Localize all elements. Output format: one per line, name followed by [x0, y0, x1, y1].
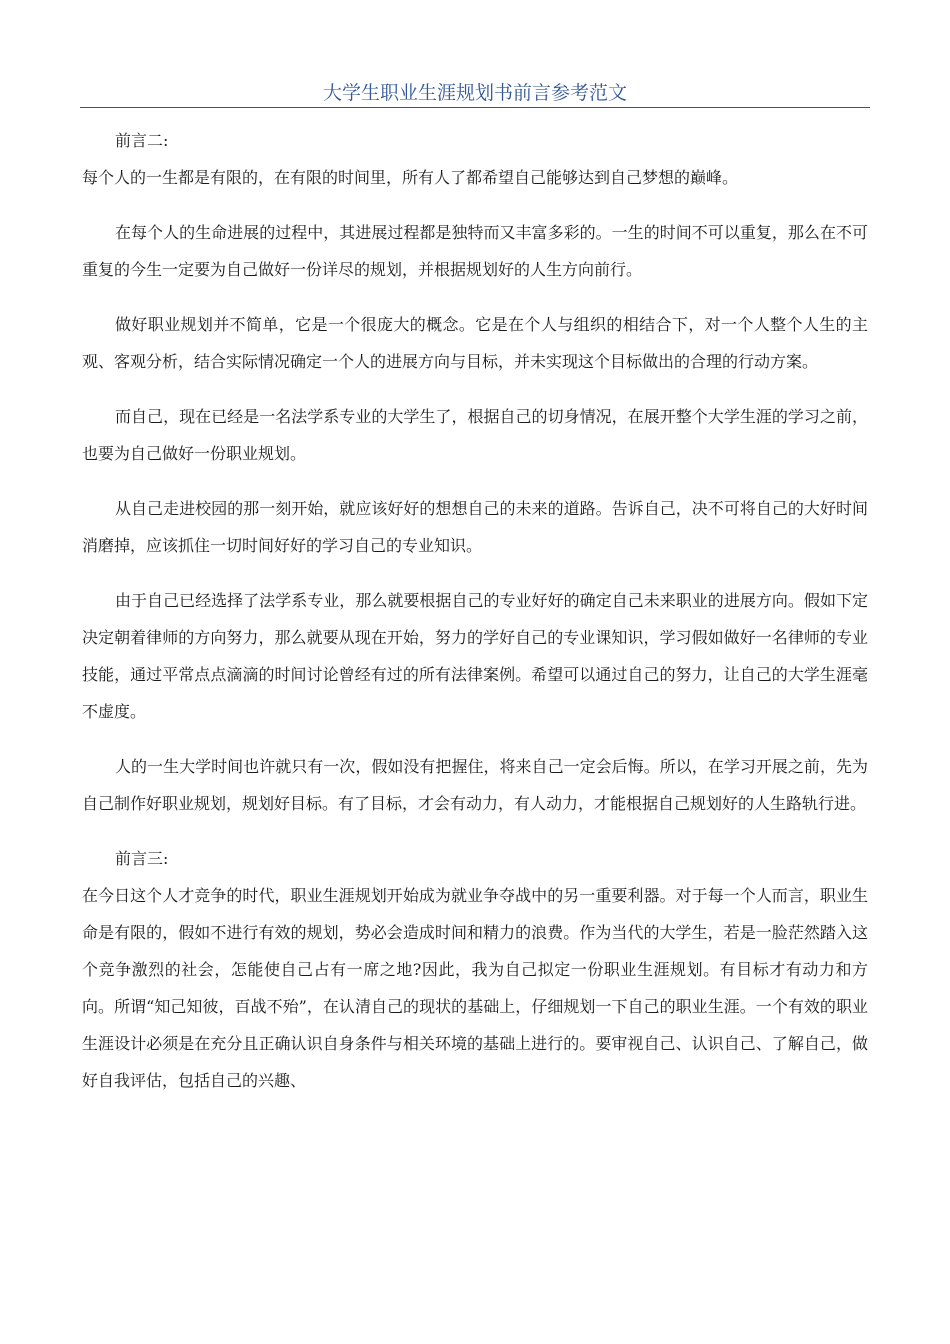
section-label: 前言二:	[115, 131, 169, 150]
header-divider	[80, 107, 870, 108]
paragraph: 由于自己已经选择了法学系专业，那么就要根据自己的专业好好的确定自己未来职业的进展方向。假如下定决定朝着律师的方向努力，那么就要从现在开始，努力的学好自己的专业课知识，学习假如做好一名律师的专业技能，通过平常点点滴滴的时间讨论曾经有过的所有法律案例。希望可以通过自己的努力，让自己的大学生涯毫不虚度。	[82, 591, 868, 721]
paragraph: 在每个人的生命进展的过程中，其进展过程都是独特而又丰富多彩的。一生的时间不可以重复，那么在不可重复的今生一定要为自己做好一份详尽的规划，并根据规划好的人生方向前行。	[82, 223, 868, 279]
paragraph: 做好职业规划并不简单，它是一个很庞大的概念。它是在个人与组织的相结合下，对一个人整个人生的主观、客观分析，结合实际情况确定一个人的进展方向与目标，并未实现这个目标做出的合理的行动方案。	[82, 315, 868, 371]
paragraph: 而自己，现在已经是一名法学系专业的大学生了，根据自己的切身情况，在展开整个大学生涯的学习之前，也要为自己做好一份职业规划。	[82, 407, 868, 463]
paragraph: 每个人的一生都是有限的，在有限的时间里，所有人了都希望自己能够达到自己梦想的巅峰。	[82, 168, 739, 187]
paragraph: 人的一生大学时间也许就只有一次，假如没有把握住，将来自己一定会后悔。所以，在学习开展之前，先为自己制作好职业规划，规划好目标。有了目标，才会有动力，有人动力，才能根据自己规划好的人生路轨行进。	[82, 757, 868, 813]
paragraph: 从自己走进校园的那一刻开始，就应该好好的想想自己的未来的道路。告诉自己，决不可将自己的大好时间消磨掉，应该抓住一切时间好好的学习自己的专业知识。	[82, 499, 868, 555]
document-body	[82, 122, 868, 1099]
page-header-title: 大学生职业生涯规划书前言参考范文	[322, 82, 627, 104]
paragraph: 在今日这个人才竞争的时代，职业生涯规划开始成为就业争夺战中的另一重要利器。对于每一个人而言，职业生命是有限的，假如不进行有效的规划，势必会造成时间和精力的浪费。作为当代的大学生，若是一脸茫然踏入这个竞争激烈的社会，怎能使自己占有一席之地?因此，我为自己拟定一份职业生涯规划。有目标才有动力和方向。所谓“知己知彼，百战不殆”，在认清自己的现状的基础上，仔细规划一下自己的职业生涯。一个有效的职业生涯设计必须是在充分且正确认识自身条件与相关环境的基础上进行的。要审视自己、认识自己、了解自己，做好自我评估，包括自己的兴趣、	[82, 886, 868, 1090]
section-label: 前言三:	[115, 849, 169, 868]
